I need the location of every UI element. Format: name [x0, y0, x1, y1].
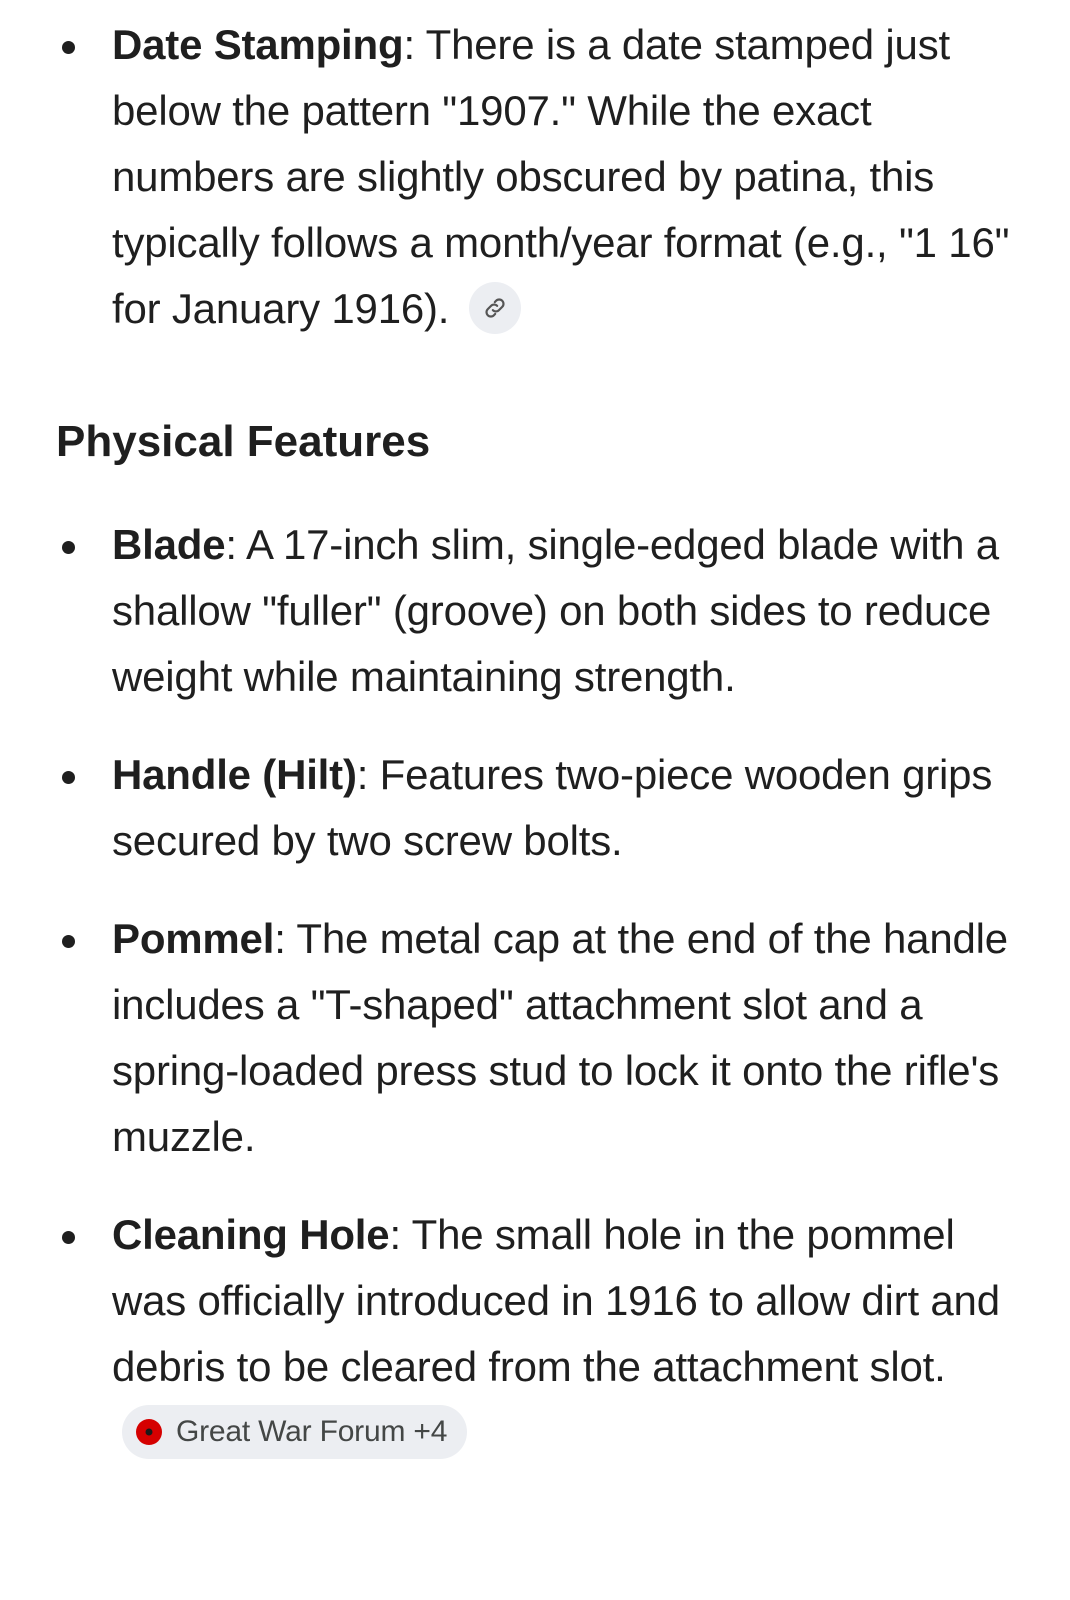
term-label: Handle (Hilt): [112, 751, 357, 798]
term-label: Pommel: [112, 915, 275, 962]
source-chip[interactable]: [122, 1405, 467, 1459]
list-item-date-stamping: [0, 12, 1070, 342]
physical-features-list: [0, 512, 1070, 1466]
term-label: Date Stamping: [112, 21, 404, 68]
item-text: : The small hole in the pommel was officially introduced in 1916 to allow dirt and debris to be cleared from the attachment slot.: [112, 1211, 1000, 1390]
link-icon[interactable]: [469, 282, 521, 334]
bullet-dot: [62, 541, 75, 554]
term-label: Blade: [112, 521, 226, 568]
section-heading: Physical Features: [56, 417, 431, 466]
item-text: : The metal cap at the end of the handle includes a "T-shaped" attachment slot and a spring-loaded press stud to lock it onto the rifle's muzzle.: [112, 915, 1008, 1160]
bullet-dot: [62, 771, 75, 784]
bullet-dot: [62, 1231, 75, 1244]
list-item-blade: [0, 512, 1070, 710]
term-label: Cleaning Hole: [112, 1211, 390, 1258]
poppy-icon: [134, 1417, 164, 1447]
item-text: : There is a date stamped just below the pattern "1907." While the exact numbers are slightly obscured by patina, this typically follows a month/year format (e.g., "1 16" for January 1916).: [112, 21, 1010, 332]
list-item-cleaning-hole: [0, 1202, 1070, 1466]
item-text: : A 17-inch slim, single-edged blade with a shallow "fuller" (groove) on both sides to reduce weight while maintaining strength.: [112, 521, 999, 700]
bullet-dot: [62, 935, 75, 948]
list-item-pommel: [0, 906, 1070, 1170]
source-details-list: [0, 12, 1070, 342]
list-item-handle: [0, 742, 1070, 874]
source-chip-label: Great War Forum +4: [176, 1414, 448, 1448]
item-text: : Features two-piece wooden grips secured by two screw bolts.: [112, 751, 993, 864]
bullet-dot: [62, 41, 75, 54]
